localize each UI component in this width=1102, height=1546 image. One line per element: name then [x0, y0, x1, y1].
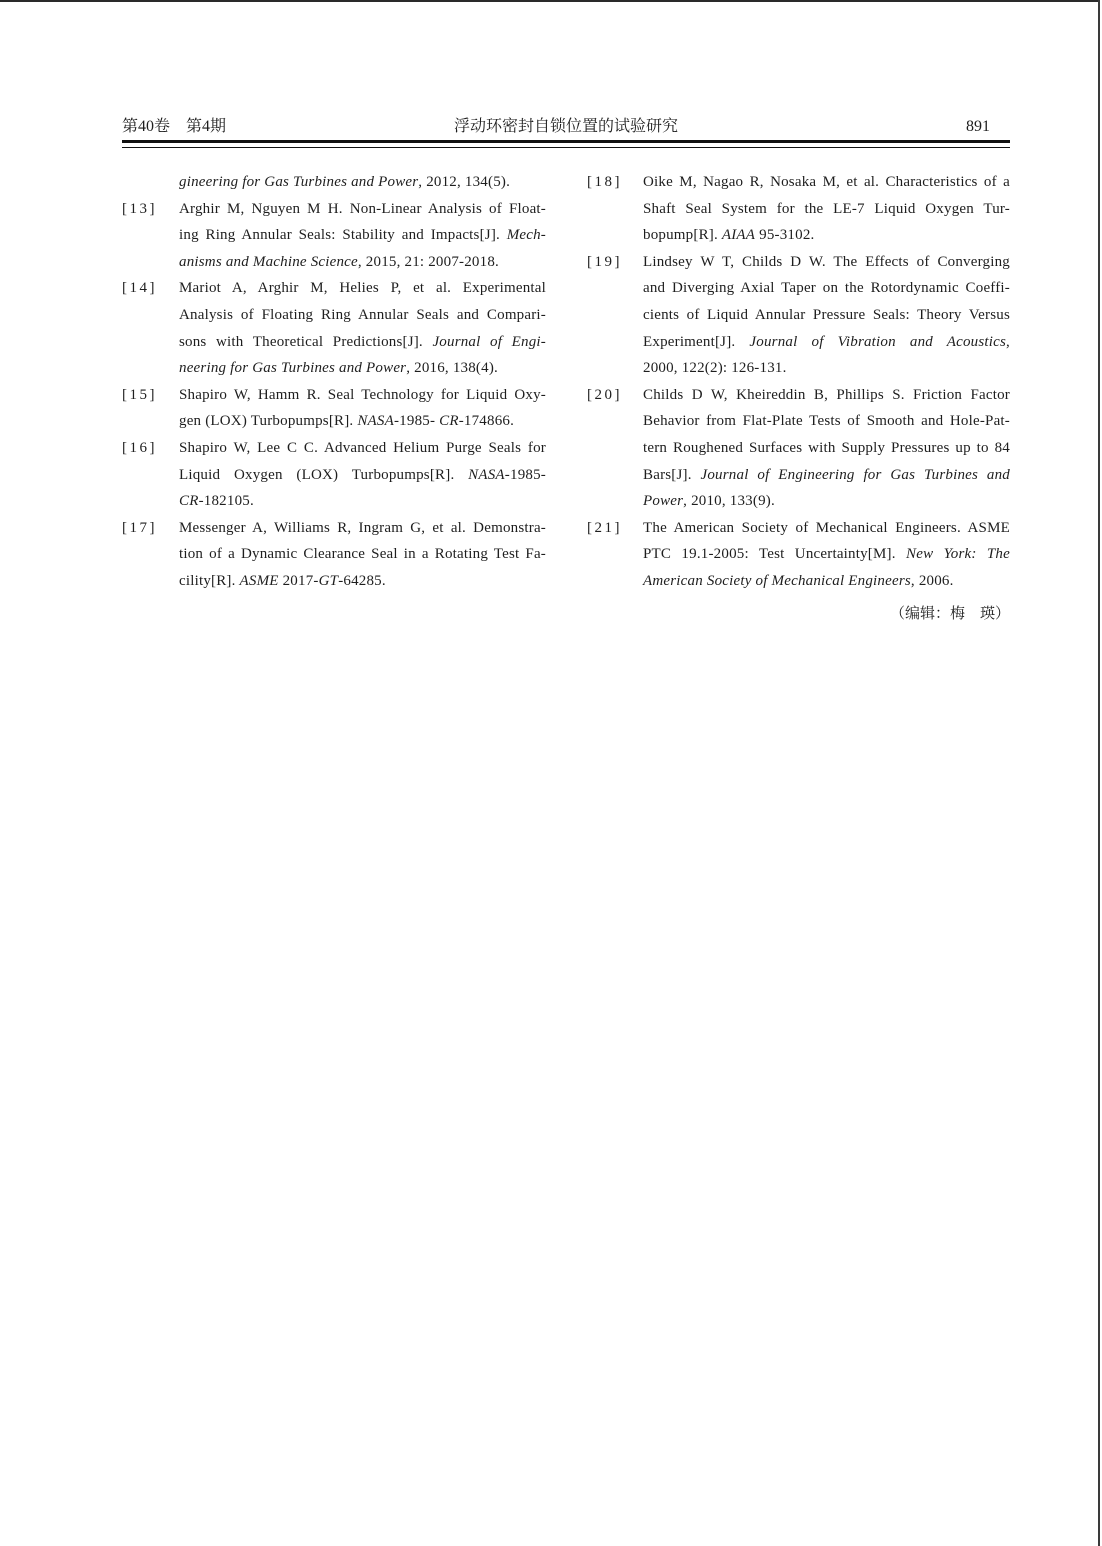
reference-line [179, 568, 546, 595]
reference-entry-19 [587, 249, 1010, 382]
reference-italic-text: New York: The [906, 546, 1010, 563]
reference-line: Shaft Seal System for the LE-7 Liquid Oxygen Tur- [643, 200, 1010, 217]
reference-line [643, 222, 1010, 249]
reference-entry-13 [122, 196, 546, 276]
reference-italic-text: CR [179, 493, 199, 510]
reference-line: Shapiro W, Lee C C. Advanced Helium Purge Seals for [179, 439, 546, 456]
reference-line [179, 169, 546, 196]
reference-line [643, 568, 1010, 595]
reference-text: PTC 19.1-2005: Test Uncertainty[M]. [643, 546, 907, 563]
reference-text: -182105. [198, 493, 254, 510]
reference-line: Arghir M, Nguyen M H. Non-Linear Analysis of Float- [179, 200, 546, 217]
reference-italic-text: Journal of Engineering for Gas Turbines and [700, 466, 1010, 483]
page-number: 891 [966, 118, 990, 135]
reference-text: ing Ring Annular Seals: Stability and Impacts[J]. [179, 227, 507, 244]
reference-line [643, 541, 1010, 568]
reference-italic-text: anisms and Machine Science [179, 253, 358, 270]
reference-text: , 2012, 134(5). [418, 174, 511, 190]
reference-italic-text: AIAA [721, 227, 756, 244]
reference-italic-text: American Society of Mechanical Engineers [643, 572, 911, 589]
reference-italic-text: Journal of Engi- [432, 333, 546, 350]
reference-continued [122, 169, 546, 196]
reference-text: , 2016, 138(4). [406, 360, 498, 377]
reference-text: 95-3102. [755, 227, 815, 244]
header-rule-thin [122, 147, 1010, 148]
reference-line [643, 462, 1010, 489]
scan-border-right [1098, 0, 1100, 1546]
reference-text: cility[R]. [179, 572, 240, 589]
reference-label: [17] [122, 519, 157, 536]
running-title: 浮动环密封自锁位置的试验研究 [453, 118, 678, 135]
reference-line: Analysis of Floating Ring Annular Seals and Compari- [179, 306, 546, 323]
reference-line: Childs D W, Kheireddin B, Phillips S. Friction Factor [643, 386, 1010, 403]
reference-line: tion of a Dynamic Clearance Seal in a Rotating Test Fa- [179, 546, 546, 563]
reference-line: Oike M, Nagao R, Nosaka M, et al. Characteristics of a [643, 174, 1010, 190]
reference-italic-text: NASA [357, 413, 394, 430]
reference-label: [20] [587, 386, 622, 403]
reference-text: sons with Theoretical Predictions[J]. [179, 333, 433, 350]
reference-label: [18] [587, 174, 622, 190]
reference-text: Liquid Oxygen (LOX) Turbopumps[R]. [179, 466, 469, 483]
reference-line: The American Society of Mechanical Engineers. ASME [643, 519, 1010, 536]
reference-entry-16 [122, 435, 546, 515]
reference-column-left [122, 169, 546, 595]
reference-line [179, 462, 546, 489]
reference-entry-15 [122, 382, 546, 435]
reference-line [179, 329, 546, 356]
reference-line: cients of Liquid Annular Pressure Seals: Theory Versus [643, 306, 1010, 323]
reference-entry-14 [122, 275, 546, 381]
reference-italic-text: Mech- [506, 227, 546, 244]
reference-line: tern Roughened Surfaces with Supply Pressures up to 84 [643, 439, 1010, 456]
reference-label: [19] [587, 253, 622, 270]
reference-text: -64285. [338, 572, 386, 589]
reference-entry-17 [122, 515, 546, 595]
reference-line: Shapiro W, Hamm R. Seal Technology for Liquid Oxy- [179, 386, 546, 403]
reference-label: [14] [122, 280, 157, 297]
reference-italic-text: gineering for Gas Turbines and Power [179, 174, 419, 190]
reference-entry-20 [587, 382, 1010, 515]
reference-line: 2000, 122(2): 126-131. [643, 360, 787, 377]
reference-text: , 2006. [910, 572, 954, 589]
reference-line [179, 222, 546, 249]
reference-italic-text: Journal of Vibration and Acoustics [749, 333, 1007, 350]
reference-line [179, 249, 546, 276]
reference-text: , 2010, 133(9). [683, 493, 775, 510]
reference-text: 2017- [278, 572, 319, 589]
reference-entry-18 [587, 169, 1010, 249]
reference-label: [15] [122, 386, 157, 403]
journal-volume-issue: 第40卷 第4期 [122, 118, 227, 135]
reference-text: -1985- [393, 413, 440, 430]
reference-italic-text: GT [318, 572, 339, 589]
reference-text: , 2015, 21: 2007-2018. [357, 253, 499, 270]
reference-line [643, 488, 1010, 515]
reference-italic-text: CR [439, 413, 459, 430]
reference-line [179, 488, 546, 515]
scan-border-top [0, 0, 1100, 2]
reference-line: Behavior from Flat-Plate Tests of Smooth and Hole-Pat- [643, 413, 1010, 430]
reference-text: -174866. [458, 413, 515, 430]
reference-text: Experiment[J]. [643, 333, 750, 350]
reference-italic-text: Power [643, 493, 684, 510]
reference-line [643, 329, 1010, 356]
editor-note: （编辑：梅 瑛） [889, 604, 1010, 622]
reference-line [179, 355, 546, 382]
header-rule-thick [122, 140, 1010, 143]
reference-line: Messenger A, Williams R, Ingram G, et al. Demonstra- [179, 519, 546, 536]
reference-line: and Diverging Axial Taper on the Rotordynamic Coeffi- [643, 280, 1010, 297]
reference-italic-text: ASME [239, 572, 279, 589]
reference-italic-text: NASA [468, 466, 505, 483]
reference-label: [16] [122, 439, 157, 456]
reference-text: gen (LOX) Turbopumps[R]. [179, 413, 358, 430]
reference-entry-21 [587, 515, 1010, 595]
reference-italic-text: neering for Gas Turbines and Power [179, 360, 407, 377]
reference-text: , [1006, 333, 1010, 350]
reference-label: [13] [122, 200, 157, 217]
reference-line [179, 408, 546, 435]
reference-text: Bars[J]. [643, 466, 701, 483]
reference-line: Lindsey W T, Childs D W. The Effects of Converging [643, 253, 1010, 270]
reference-text: bopump[R]. [643, 227, 722, 244]
reference-line: Mariot A, Arghir M, Helies P, et al. Experimental [179, 280, 546, 297]
reference-text: -1985- [504, 466, 546, 483]
reference-column-right [587, 169, 1010, 595]
reference-label: [21] [587, 519, 622, 536]
